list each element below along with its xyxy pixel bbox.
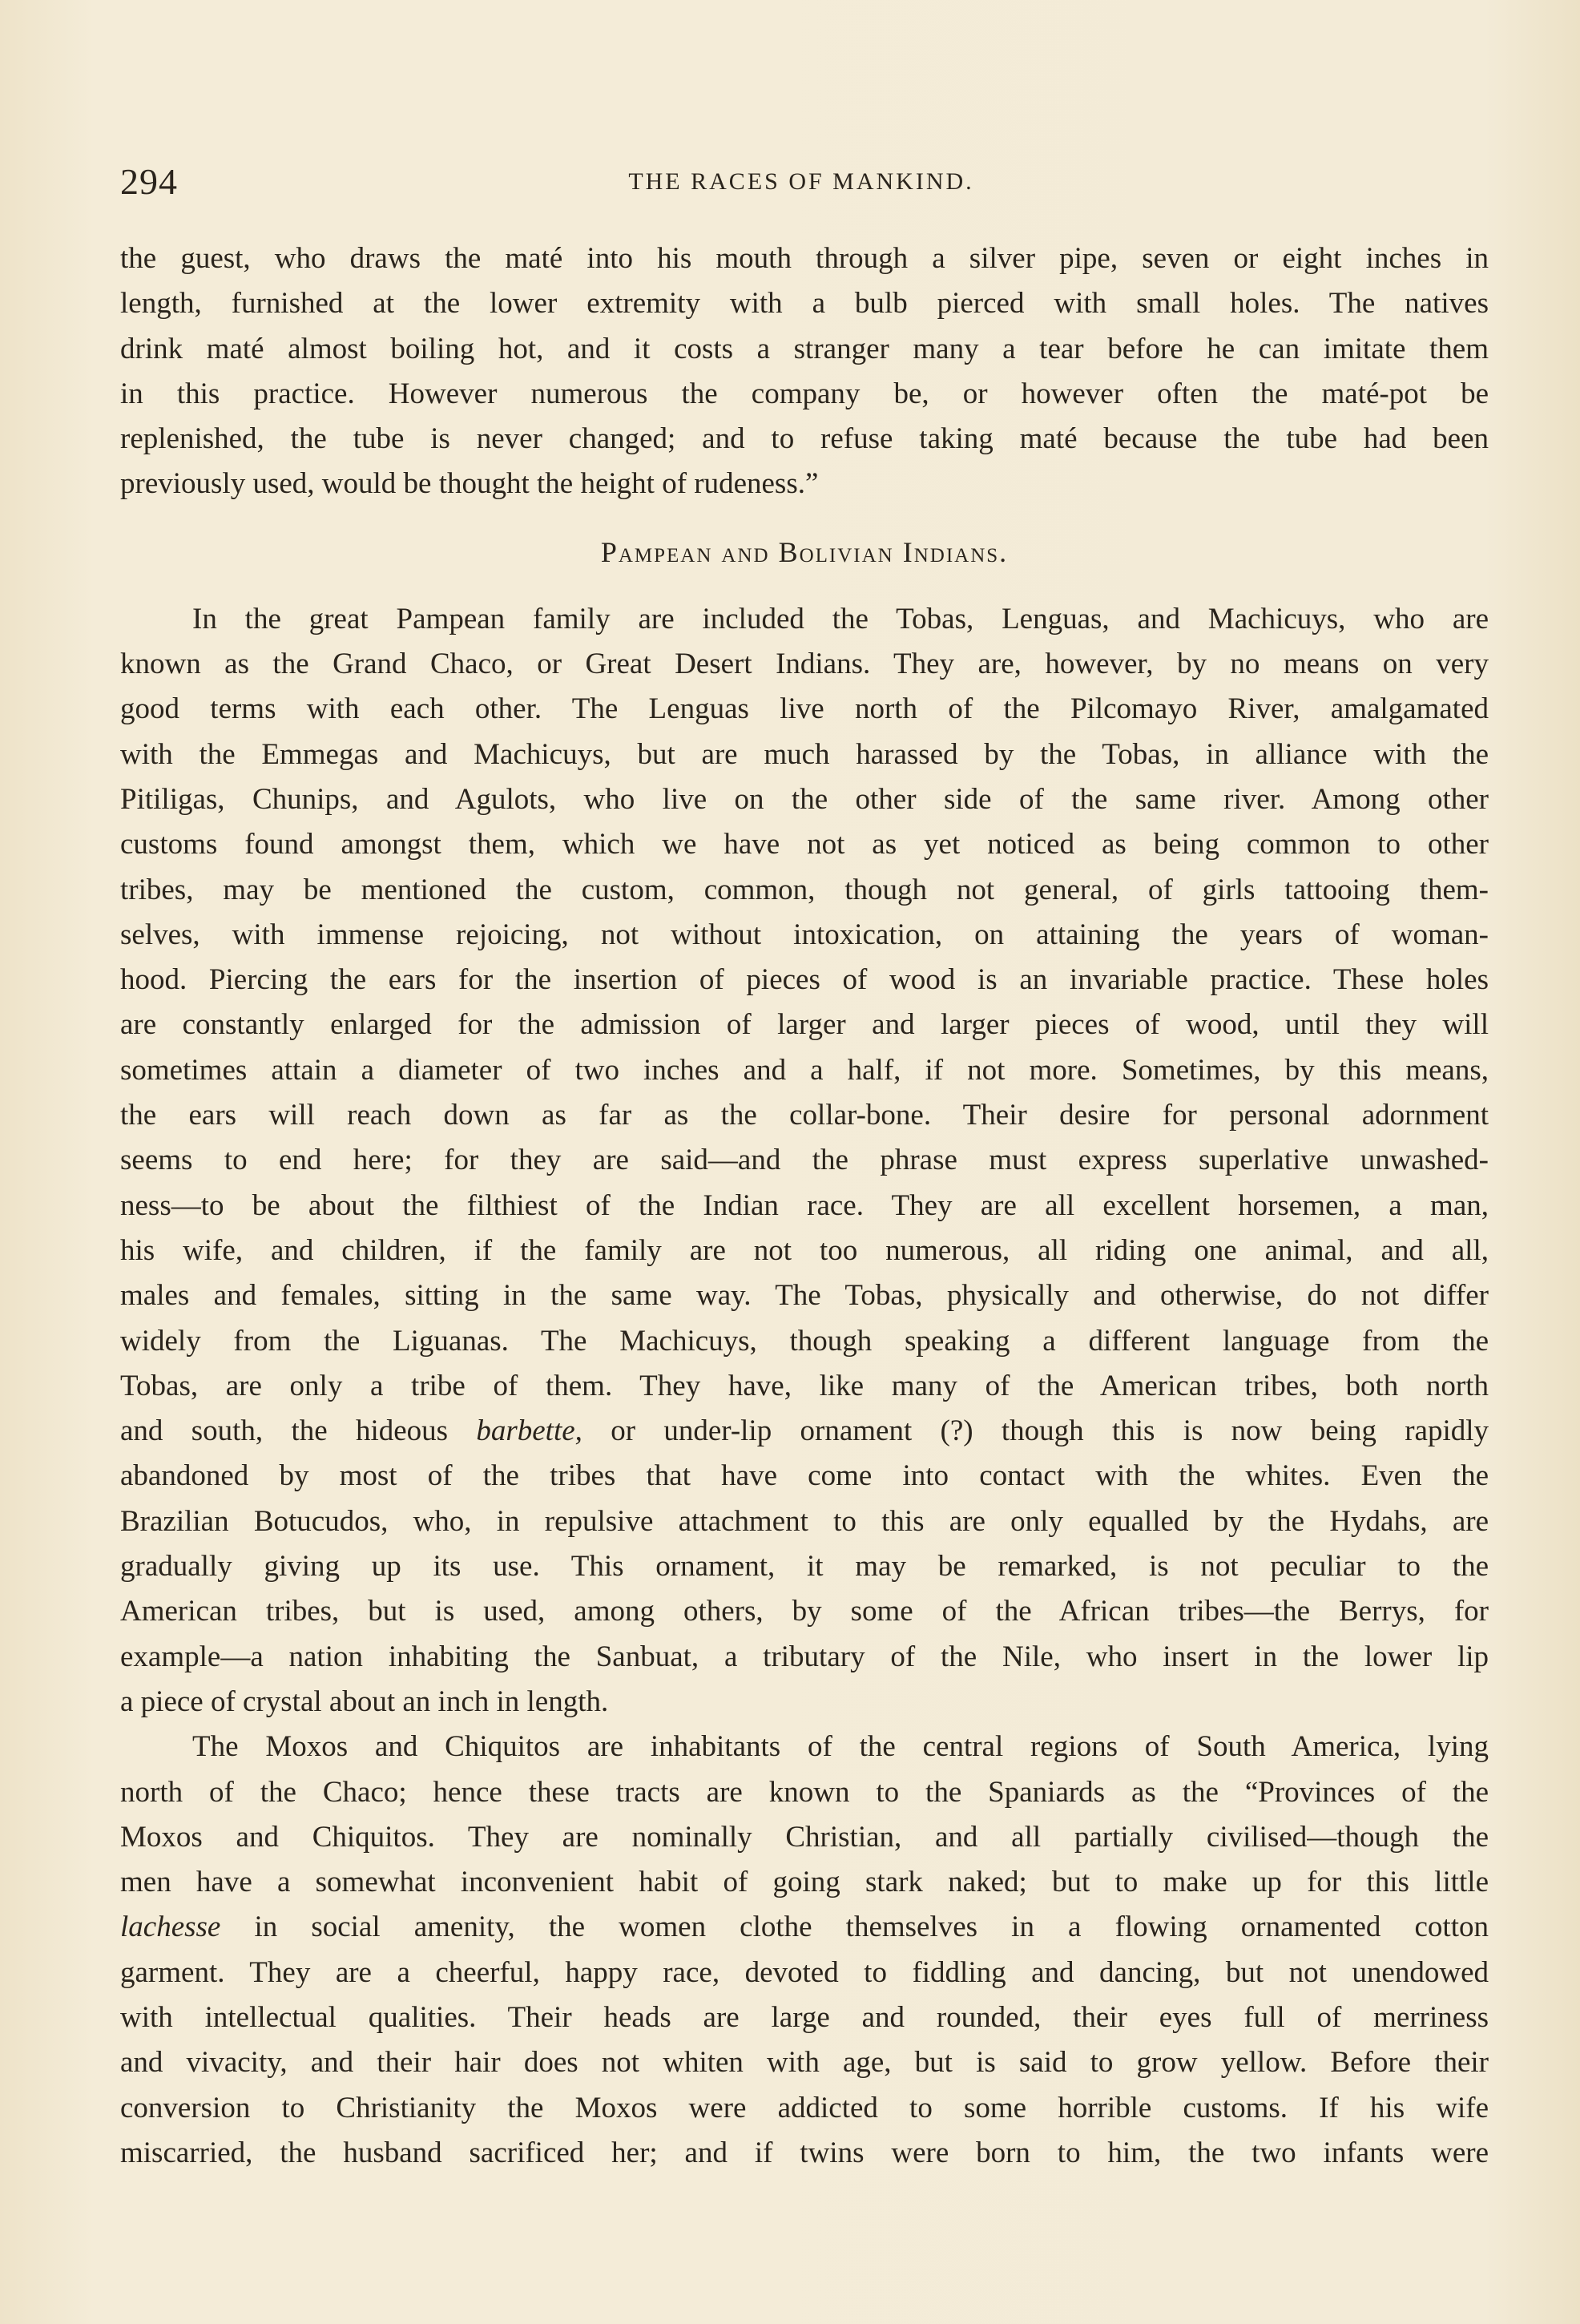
running-head: THE RACES OF MANKIND. <box>628 168 974 195</box>
text-line: the ears will reach down as far as the collar-bone. Their desire for personal adornment <box>120 1099 1489 1132</box>
page-number: 294 <box>120 161 178 202</box>
text-line: hood. Piercing the ears for the insertion of pieces of wood is an invariable practice. These holes <box>120 963 1489 997</box>
text-line: length, furnished at the lower extremity with a bulb pierced with small holes. The natives <box>120 287 1489 321</box>
text-run: or under-lip ornament (?) though this is now being rapidly <box>582 1414 1489 1448</box>
text-line: example—a nation inhabiting the Sanbuat, a tributary of the Nile, who insert in the lower lip <box>120 1640 1489 1673</box>
text-line: males and females, sitting in the same way. The Tobas, physically and otherwise, do not differ <box>120 1279 1489 1313</box>
text-line: Pitiligas, Chunips, and Agulots, who live on the other side of the same river. Among other <box>120 782 1489 816</box>
text-line: in this practice. However numerous the company be, or however often the maté-pot be <box>120 377 1489 410</box>
text-line <box>120 1905 1489 1950</box>
text-line: seems to end here; for they are said—and the phrase must express superlative unwashed- <box>120 1144 1489 1177</box>
text-line: a piece of crystal about an inch in length. <box>120 1684 609 1718</box>
body-text <box>120 236 1489 2176</box>
text-line <box>120 1409 1489 1454</box>
text-line: garment. They are a cheerful, happy race, devoted to fiddling and dancing, but not unendowed <box>120 1955 1489 1989</box>
text-line: In the great Pampean family are included the Tobas, Lenguas, and Machicuys, who are <box>192 602 1489 635</box>
page-header <box>120 160 1482 208</box>
text-line: men have a somewhat inconvenient habit of going stark naked; but to make up for this little <box>120 1866 1489 1899</box>
italic-term: lachesse <box>120 1910 221 1944</box>
italic-term: barbette, <box>476 1414 582 1448</box>
text-line: conversion to Christianity the Moxos were addicted to some horrible customs. If his wife <box>120 2091 1489 2124</box>
text-line: American tribes, but is used, among others, by some of the African tribes—the Berrys, for <box>120 1595 1489 1628</box>
text-line: previously used, would be thought the height of rudeness.” <box>120 467 819 501</box>
text-line: Tobas, are only a tribe of them. They have, like many of the American tribes, both north <box>120 1369 1489 1402</box>
text-line: tribes, may be mentioned the custom, common, though not general, of girls tattooing them- <box>120 873 1489 906</box>
text-line: miscarried, the husband sacrificed her; and if twins were born to him, the two infants were <box>120 2136 1489 2169</box>
text-line: his wife, and children, if the family are not too numerous, all riding one animal, and all, <box>120 1233 1489 1267</box>
text-line: widely from the Liguanas. The Machicuys, though speaking a different language from the <box>120 1324 1489 1358</box>
text-line: customs found amongst them, which we have not as yet noticed as being common to other <box>120 828 1489 861</box>
text-line: sometimes attain a diameter of two inches and a half, if not more. Sometimes, by this means, <box>120 1053 1489 1087</box>
text-line: with intellectual qualities. Their heads are large and rounded, their eyes full of merriness <box>120 2000 1489 2034</box>
text-line: Moxos and Chiquitos. They are nominally Christian, and all partially civilised—though the <box>120 1820 1489 1854</box>
text-line: Brazilian Botucudos, who, in repulsive attachment to this are only equalled by the Hydahs, are <box>120 1504 1489 1538</box>
text-line: selves, with immense rejoicing, not without intoxication, on attaining the years of woman- <box>120 918 1489 951</box>
text-line: ness—to be about the filthiest of the Indian race. They are all excellent horsemen, a man, <box>120 1188 1489 1222</box>
text-run: and south, the hideous <box>120 1414 477 1448</box>
text-run: in social amenity, the women clothe themselves in a flowing ornamented cotton <box>220 1910 1489 1944</box>
text-line: the guest, who draws the maté into his mouth through a silver pipe, seven or eight inches in <box>120 242 1489 275</box>
text-line: good terms with each other. The Lenguas live north of the Pilcomayo River, amalgamated <box>120 692 1489 726</box>
text-line: drink maté almost boiling hot, and it costs a stranger many a tear before he can imitate them <box>120 332 1489 365</box>
section-heading: Pampean and Bolivian Indians. <box>600 535 1009 568</box>
text-line: are constantly enlarged for the admission of larger and larger pieces of wood, until they will <box>120 1008 1489 1042</box>
text-line: gradually giving up its use. This ornament, it may be remarked, is not peculiar to the <box>120 1550 1489 1584</box>
text-line: abandoned by most of the tribes that have come into contact with the whites. Even the <box>120 1459 1489 1493</box>
text-line: known as the Grand Chaco, or Great Desert Indians. They are, however, by no means on very <box>120 648 1489 681</box>
text-line: north of the Chaco; hence these tracts are known to the Spaniards as the “Provinces of the <box>120 1775 1489 1809</box>
text-line: with the Emmegas and Machicuys, but are much harassed by the Tobas, in alliance with the <box>120 737 1489 771</box>
text-line: replenished, the tube is never changed; and to refuse taking maté because the tube had been <box>120 422 1489 456</box>
text-line: The Moxos and Chiquitos are inhabitants of the central regions of South America, lying <box>192 1730 1489 1764</box>
text-line: and vivacity, and their hair does not whiten with age, but is said to grow yellow. Before their <box>120 2046 1489 2080</box>
